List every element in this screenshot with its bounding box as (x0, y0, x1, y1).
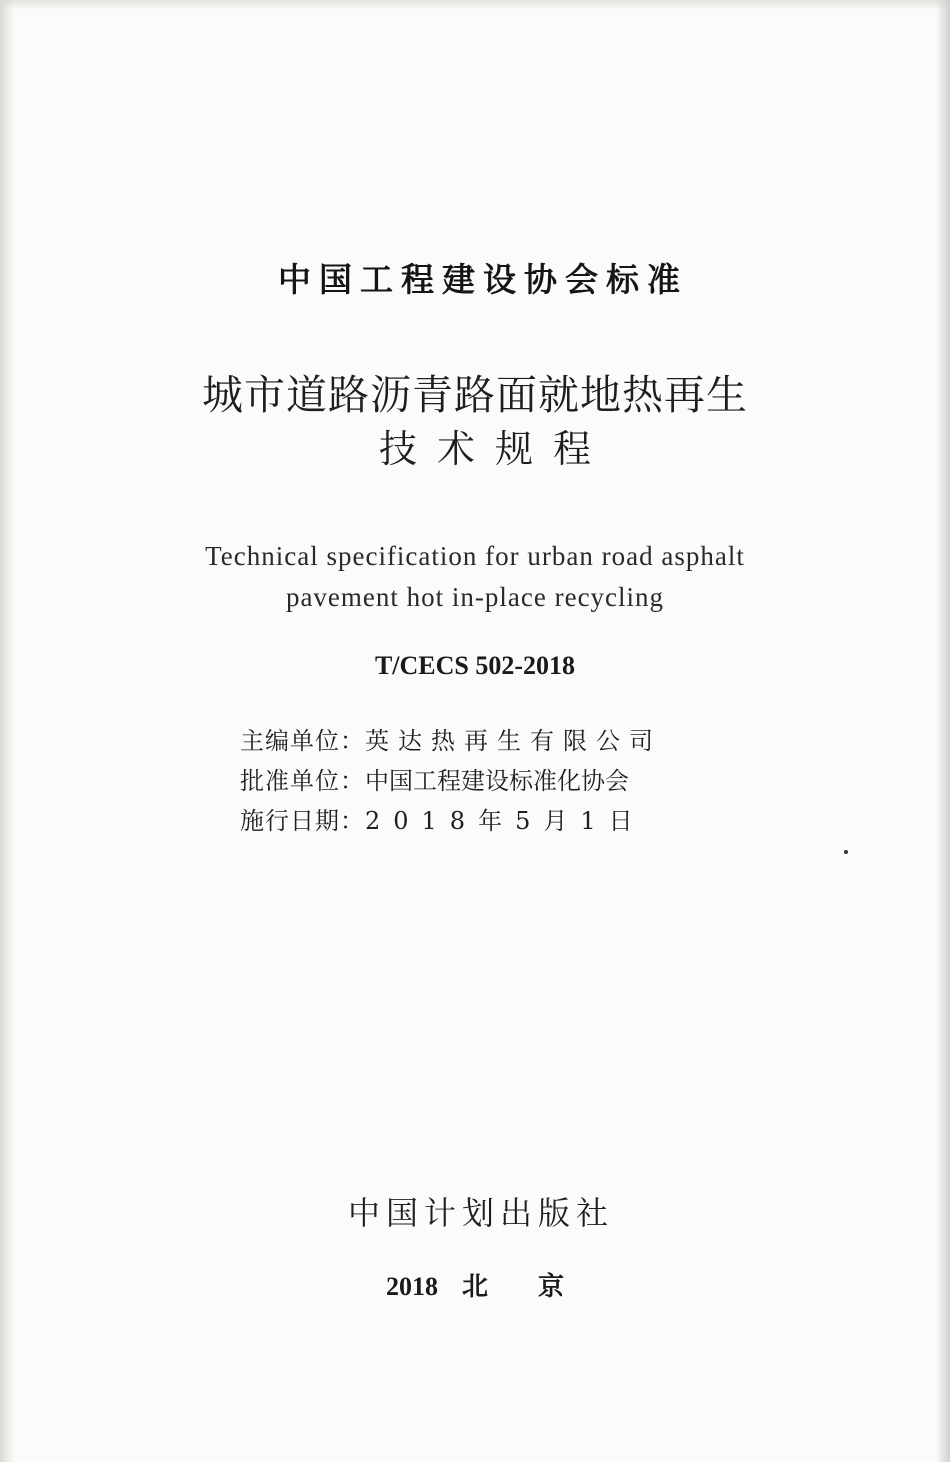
chief-editor-label: 主编单位： (240, 726, 365, 755)
chinese-title-line-2: 技术规程 (378, 427, 611, 471)
english-title-line-2: pavement hot in-place recycling (285, 582, 665, 612)
scan-speck (844, 850, 848, 854)
publication-year-place (0, 1266, 950, 1303)
scan-left-shadow (0, 0, 14, 1462)
english-title-line-1: Technical specification for urban road asphalt (205, 541, 745, 571)
chinese-title-line-1: 城市道路沥青路面就地热再生 (202, 371, 748, 419)
approver-label: 批准单位： (240, 766, 365, 795)
approver-row (240, 758, 680, 798)
publication-city-char-1: 北 (461, 1272, 488, 1301)
publication-city-char-2: 京 (538, 1272, 565, 1301)
effective-date-row (240, 798, 680, 838)
publisher-name: 中国计划出版社 (347, 1194, 614, 1232)
scan-right-shadow (936, 0, 950, 1462)
standard-series-heading: 中国工程建设协会标准 (278, 260, 688, 299)
standard-number: T/CECS 502-2018 (374, 651, 576, 680)
publication-year: 2018 (385, 1272, 438, 1301)
effective-date-value: 2018年5月1日 (365, 806, 646, 835)
standard-info-block (240, 718, 680, 838)
scan-top-shadow (0, 0, 950, 10)
effective-date-label: 施行日期： (240, 806, 365, 835)
chief-editor-row (240, 718, 680, 758)
approver-value: 中国工程建设标准化协会 (365, 766, 629, 795)
chief-editor-value: 英达热再生有限公司 (365, 726, 662, 755)
